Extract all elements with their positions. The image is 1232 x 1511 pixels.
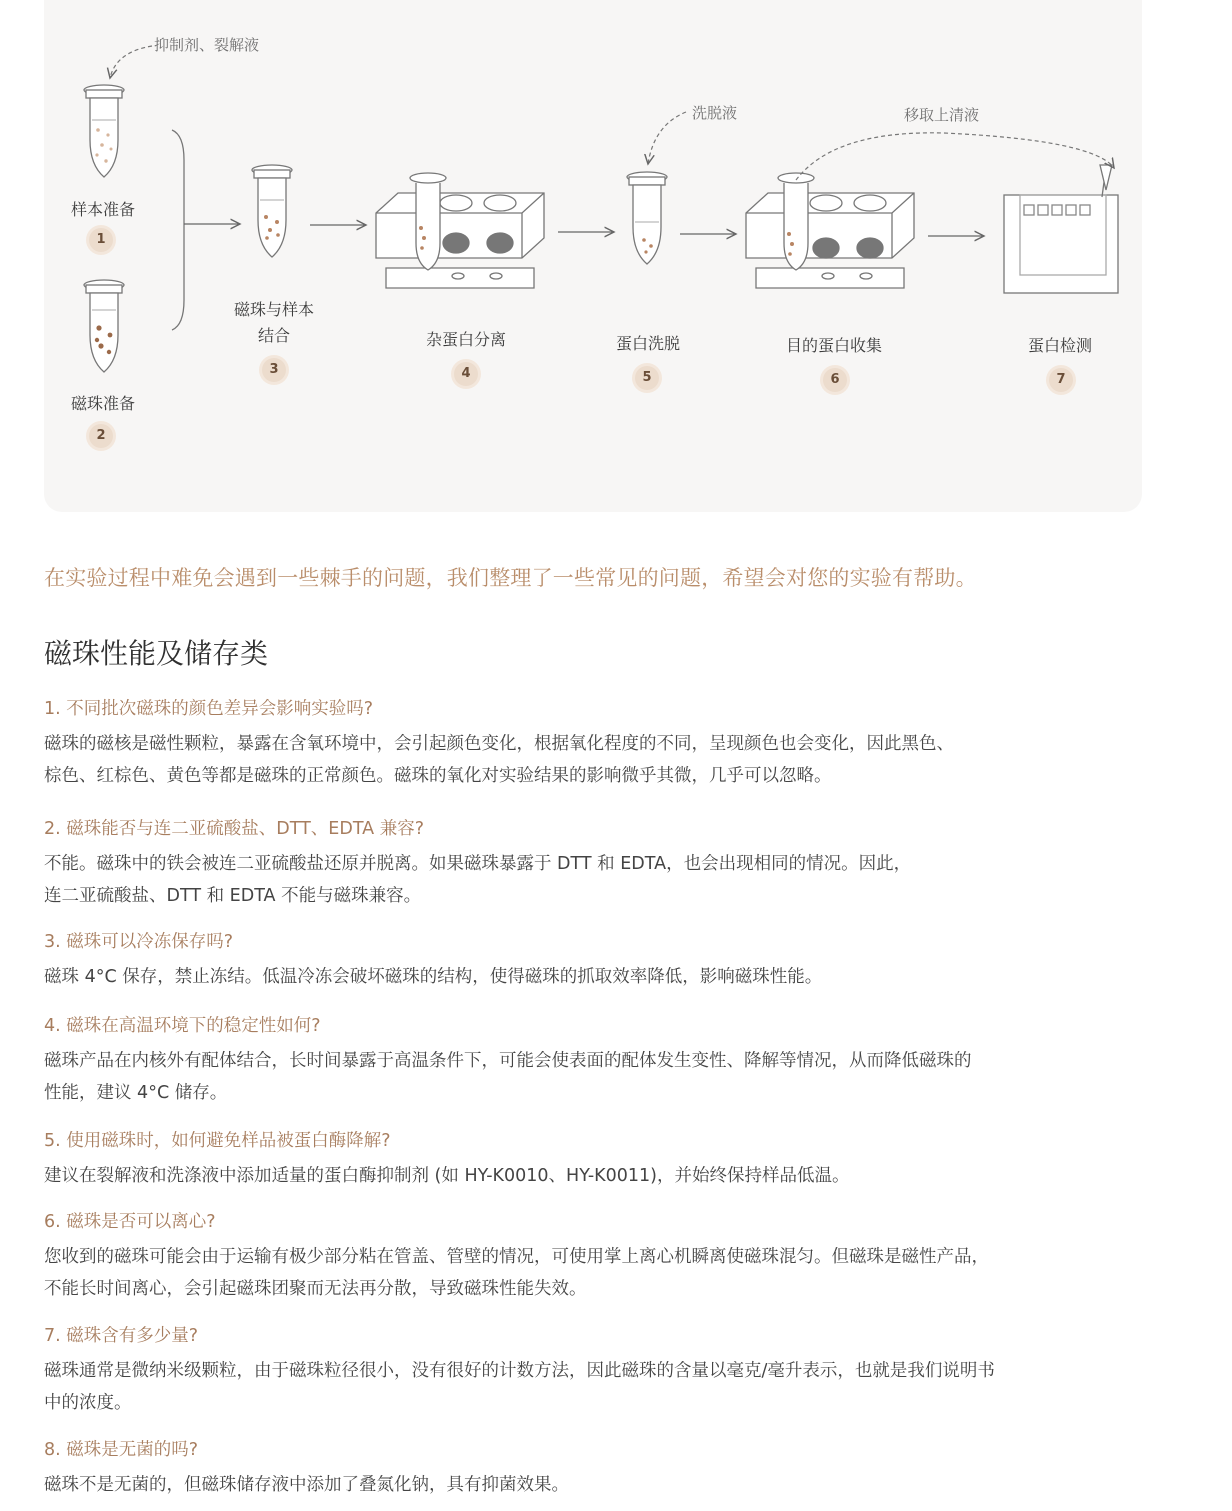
binding-tube-icon [252,165,292,257]
magnetic-rack-icon [376,173,544,288]
faq-question: 8. 磁珠是无菌的吗? [44,1440,199,1460]
step-label-7: 蛋白检测 [1027,336,1093,355]
step-number-6: 6 [823,368,847,392]
inhibitor-annotation: 抑制剂、裂解液 [154,36,260,54]
faq-answer: 磁珠的磁核是磁性颗粒，暴露在含氧环境中，会引起颜色变化，根据氧化程度的不同，呈现颜色也会变化，因此黑色、 棕色、红棕色、黄色等都是磁珠的正常颜色。磁珠的氧化对实验结果的影响微乎其微，几乎可以忽略。 [44,734,954,786]
step-label-4: 杂蛋白分离 [425,330,507,349]
faq-answer: 磁珠不是无菌的，但磁珠储存液中添加了叠氮化钠，具有抑菌效果。 [44,1475,569,1495]
sample-tube-icon [84,85,124,177]
step-number-7: 7 [1049,368,1073,392]
faq-item [44,696,1194,792]
step-label-2: 磁珠准备 [70,394,136,413]
faq-answer: 磁珠通常是微纳米级颗粒，由于磁珠粒径很小，没有很好的计数方法，因此磁珠的含量以毫克/毫升表示，也就是我们说明书 中的浓度。 [44,1361,995,1413]
faq-item [44,816,1194,912]
step-number-5: 5 [635,366,659,390]
faq-item [44,1323,1194,1419]
step-label-5: 蛋白洗脱 [615,334,681,353]
intro-text: 在实验过程中难免会遇到一些棘手的问题，我们整理了一些常见的问题，希望会对您的实验有帮助。 [44,566,977,590]
faq-answer: 磁珠 4°C 保存，禁止冻结。低温冷冻会破坏磁珠的结构，使得磁珠的抓取效率降低，影响磁珠性能。 [44,967,823,987]
bead-tube-icon [84,280,124,372]
supernatant-annotation: 移取上清液 [904,106,980,124]
faq-question: 4. 磁珠在高温环境下的稳定性如何? [44,1016,321,1036]
step-number-3: 3 [262,358,286,382]
workflow-illustration [44,0,1142,512]
section-title: 磁珠性能及储存类 [44,637,269,670]
faq-item [44,1128,1194,1192]
faq-item [44,929,1194,993]
faq-question: 2. 磁珠能否与连二亚硫酸盐、DTT、EDTA 兼容? [44,819,424,839]
faq-question: 6. 磁珠是否可以离心? [44,1212,216,1232]
faq-answer: 建议在裂解液和洗涤液中添加适量的蛋白酶抑制剂 (如 HY-K0010、HY-K0011)，并始终保持样品低温。 [44,1166,850,1186]
detection-gel-icon [1004,165,1118,293]
step-number-2: 2 [89,424,113,448]
faq-answer: 不能。磁珠中的铁会被连二亚硫酸盐还原并脱离。如果磁珠暴露于 DTT 和 EDTA，也会出现相同的情况。因此， 连二亚硫酸盐、DTT 和 EDTA 不能与磁珠兼容。 [44,854,912,906]
faq-question: 1. 不同批次磁珠的颜色差异会影响实验吗? [44,699,374,719]
step-label-3: 磁珠与样本 结合 [233,300,315,345]
faq-question: 3. 磁珠可以冷冻保存吗? [44,932,234,952]
faq-item [44,1209,1194,1305]
workflow-diagram [44,0,1142,512]
faq-question: 5. 使用磁珠时，如何避免样品被蛋白酶降解? [44,1131,391,1151]
step-number-4: 4 [454,362,478,386]
faq-question: 7. 磁珠含有多少量? [44,1326,199,1346]
elution-annotation: 洗脱液 [692,104,738,122]
step-label-1: 样本准备 [70,200,136,219]
faq-item [44,1437,1194,1501]
elution-tube-icon [627,172,667,264]
step-label-6: 目的蛋白收集 [785,336,883,355]
faq-item [44,1013,1194,1109]
faq-answer: 您收到的磁珠可能会由于运输有极少部分粘在管盖、管壁的情况，可使用掌上离心机瞬离使磁珠混匀。但磁珠是磁性产品， 不能长时间离心，会引起磁珠团聚而无法再分散，导致磁珠性能失效。 [44,1247,989,1299]
collection-rack-icon [746,173,914,288]
faq-answer: 磁珠产品在内核外有配体结合，长时间暴露于高温条件下，可能会使表面的配体发生变性、降解等情况，从而降低磁珠的 性能，建议 4°C 储存。 [44,1051,972,1103]
step-number-1: 1 [89,228,113,252]
